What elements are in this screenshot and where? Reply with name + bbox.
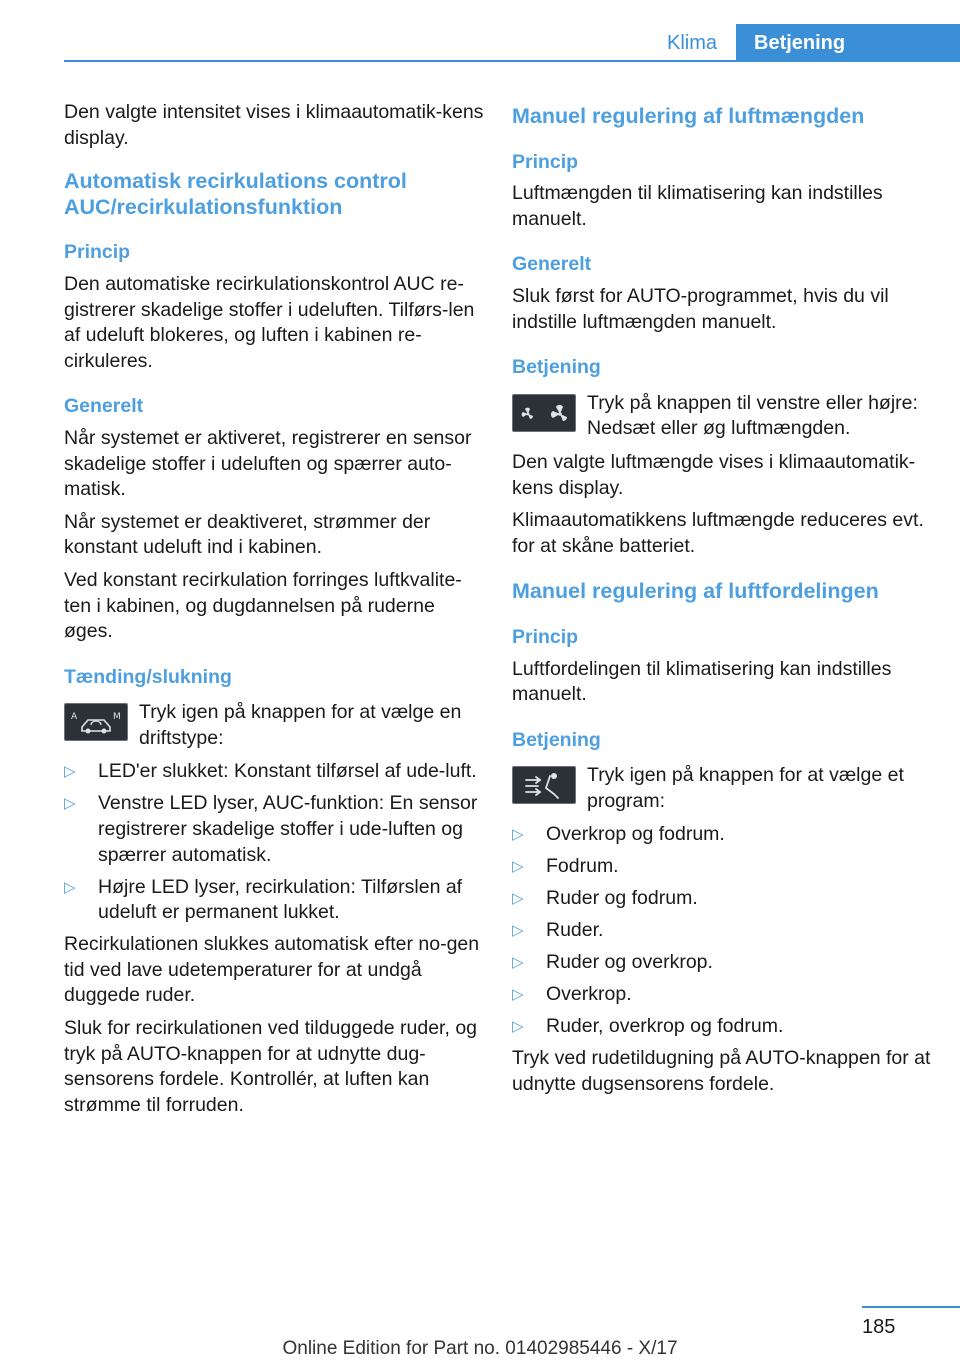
list-item: ▷ Ruder og fodrum. bbox=[512, 886, 932, 912]
svg-text:A: A bbox=[71, 712, 78, 723]
triangle-bullet-icon: ▷ bbox=[512, 826, 524, 844]
generelt-text-1: Når systemet er aktiveret, registrerer en sensor skadelige stoffer i udeluften og spærrer auto-matisk. bbox=[64, 426, 472, 501]
program-list bbox=[512, 822, 932, 1040]
heading-taending: Tænding/slukning bbox=[64, 665, 232, 688]
footer-edition: Online Edition for Part no. 01402985446 - X/17 bbox=[282, 1338, 678, 1359]
air-distribution-button-row bbox=[512, 763, 932, 814]
princip-2-text: Luftfordelingen til klimatisering kan indstilles manuelt. bbox=[512, 657, 892, 706]
end-text-1: Recirkulationen slukkes automatisk efter no-gen tid ved lave udetemperaturer for at undgå duggede ruder. bbox=[64, 933, 480, 1007]
heading-betjening: Betjening bbox=[512, 356, 601, 379]
heading-generelt-right: Generelt bbox=[512, 253, 592, 276]
list-item: ▷ Overkrop. bbox=[512, 982, 932, 1008]
recirculation-button-row bbox=[64, 700, 484, 751]
triangle-bullet-icon: ▷ bbox=[512, 1018, 524, 1036]
tab-betjening: Betjening bbox=[736, 24, 960, 62]
princip-right-text: Luftmængden til klimatisering kan indstilles manuelt. bbox=[512, 182, 883, 230]
heading-princip: Princip bbox=[64, 241, 131, 264]
heading-princip-right: Princip bbox=[512, 150, 579, 173]
heading-betjening-2: Betjening bbox=[512, 728, 601, 751]
footer-rule bbox=[862, 1306, 960, 1308]
list-item: ▷ Ruder og overkrop. bbox=[512, 950, 932, 976]
fan-button-row bbox=[512, 391, 932, 442]
fan-button-text: Tryk på knappen til venstre eller højre: Nedsæt eller øg luftmængden. bbox=[587, 391, 918, 440]
triangle-bullet-icon: ▷ bbox=[512, 986, 524, 1004]
list-item: ▷ Ruder, overkrop og fodrum. bbox=[512, 1014, 932, 1040]
triangle-bullet-icon: ▷ bbox=[64, 763, 76, 781]
left-column bbox=[64, 100, 484, 1125]
list-item: ▷ Ruder. bbox=[512, 918, 932, 944]
mode-list bbox=[64, 759, 484, 925]
list-item: ▷ LED'er slukket: Konstant tilførsel af ude-luft. bbox=[64, 759, 484, 785]
list-item: ▷ Overkrop og fodrum. bbox=[512, 822, 932, 848]
heading-luftmaengde: Manuel regulering af luftmængden bbox=[512, 104, 865, 128]
list-item: ▷ Fodrum. bbox=[512, 854, 932, 880]
generelt-right-text: Sluk først for AUTO-programmet, hvis du vil indstille luftmængden manuelt. bbox=[512, 284, 889, 333]
princip-text: Den automatiske recirkulationskontrol AUC re-gistrerer skadelige stoffer i udeluften. Tilførs-len af udeluft blokeres, og luften i kabinen re-cirkuleres. bbox=[64, 272, 475, 372]
betjening-text-2: Klimaautomatikkens luftmængde reduceres evt. for at skåne batteriet. bbox=[512, 509, 924, 557]
recirculation-button-icon bbox=[64, 703, 128, 741]
tab-klima: Klima bbox=[666, 32, 717, 54]
heading-princip-2: Princip bbox=[512, 625, 579, 648]
generelt-text-3: Ved konstant recirkulation forringes luftkvalite-ten i kabinen, og dugdannelsen på ruderne øges. bbox=[64, 568, 462, 643]
svg-text:M: M bbox=[113, 712, 121, 723]
air-distribution-text: Tryk igen på knappen for at vælge et program: bbox=[587, 764, 904, 812]
header-rule bbox=[64, 60, 960, 62]
triangle-bullet-icon: ▷ bbox=[64, 795, 76, 813]
right-column bbox=[512, 100, 932, 1105]
heading-luftfordeling: Manuel regulering af luftfordelingen bbox=[512, 579, 879, 604]
triangle-bullet-icon: ▷ bbox=[512, 890, 524, 908]
generelt-text-2: Når systemet er deaktiveret, strømmer der konstant udeluft ind i kabinen. bbox=[64, 510, 431, 559]
triangle-bullet-icon: ▷ bbox=[64, 878, 76, 896]
betjening-text-1: Den valgte luftmængde vises i klimaautomatik-kens display. bbox=[512, 450, 916, 499]
taending-text: Tryk igen på knappen for at vælge en driftstype: bbox=[139, 701, 462, 749]
heading-generelt: Generelt bbox=[64, 395, 144, 418]
fan-button-icon bbox=[512, 394, 576, 432]
intro-text: Den valgte intensitet vises i klimaautomatik-kens display. bbox=[64, 101, 484, 149]
end-text-right: Tryk ved rudetildugning på AUTO-knappen for at udnytte dugsensorens fordele. bbox=[512, 1047, 931, 1095]
triangle-bullet-icon: ▷ bbox=[512, 858, 524, 876]
triangle-bullet-icon: ▷ bbox=[512, 922, 524, 940]
air-distribution-button-icon bbox=[512, 766, 576, 804]
list-item: ▷ Højre LED lyser, recirkulation: Tilførslen af udeluft er permanent lukket. bbox=[64, 875, 463, 924]
triangle-bullet-icon: ▷ bbox=[512, 954, 524, 972]
end-text-2: Sluk for recirkulationen ved tilduggede ruder, og tryk på AUTO-knappen for at udnytte dug-sensorens fordele. Kontrollér, at luften kan strømme til forruden. bbox=[64, 1016, 478, 1116]
list-item: ▷ Venstre LED lyser, AUC-funktion: En sensor registrerer skadelige stoffer i ude-luften og spærrer automatisk. bbox=[64, 792, 478, 866]
heading-auc: Automatisk recirkulations control AUC/recirkulationsfunktion bbox=[64, 169, 407, 219]
page-number: 185 bbox=[862, 1316, 896, 1338]
